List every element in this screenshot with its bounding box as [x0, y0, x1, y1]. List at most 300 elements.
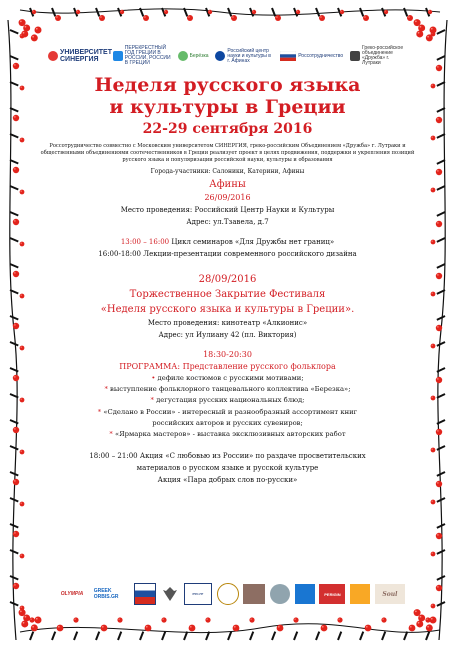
berry-ornament	[144, 16, 146, 18]
leaf-ornament	[437, 30, 445, 34]
leaf-ornament	[140, 632, 143, 640]
berry-ornament	[20, 346, 25, 351]
berry-ornament	[278, 626, 280, 628]
berry-ornament	[32, 36, 34, 38]
berry-ornament	[437, 118, 439, 120]
berry-ornament	[296, 10, 300, 14]
berry-ornament	[432, 397, 433, 398]
berry-ornament	[164, 10, 168, 14]
athens-event-1-time: 13:00 – 16:00	[120, 237, 170, 246]
berry-ornament	[437, 430, 439, 432]
berry-ornament	[23, 622, 25, 624]
leaf-ornament	[437, 238, 445, 242]
program-time: 18:30-20:30	[203, 349, 252, 359]
berry-ornament	[233, 625, 240, 632]
berry-ornament	[232, 16, 234, 18]
berry-ornament	[250, 618, 251, 619]
berry-ornament	[321, 625, 328, 632]
berry-ornament	[14, 168, 16, 170]
berry-ornament	[408, 16, 410, 18]
leaf-ornament	[52, 632, 55, 640]
berry-ornament	[363, 15, 369, 21]
berry-ornament	[14, 220, 16, 222]
berry-ornament	[21, 607, 22, 608]
bullet-icon: *	[97, 407, 104, 416]
program-item-1-text: дефиле костюмов с русскими мотивами;	[157, 373, 304, 382]
berry-ornament	[14, 272, 16, 274]
berry-ornament	[13, 375, 19, 381]
berry-ornament	[414, 19, 421, 26]
berry-ornament	[55, 15, 61, 21]
berry-ornament	[426, 624, 433, 631]
berry-ornament	[415, 20, 417, 22]
berry-ornament	[118, 618, 119, 619]
leaf-ornament	[437, 550, 445, 554]
berry-ornament	[338, 618, 339, 619]
berry-ornament	[420, 26, 422, 28]
berry-ornament	[436, 429, 442, 435]
berry-ornament	[430, 27, 437, 34]
berry-ornament	[432, 137, 433, 138]
berry-ornament	[33, 11, 34, 12]
poster-title-line2: и культуры в Греции	[109, 96, 346, 118]
leaf-ornament	[10, 212, 18, 216]
berry-ornament	[432, 501, 433, 502]
berry-ornament	[189, 625, 196, 632]
athens-heading: Афины	[209, 178, 246, 190]
program-item-4-text: «Сделано в России» - интересный и разнообразный ассортимент книг	[103, 407, 358, 416]
berry-ornament	[14, 324, 16, 326]
berry-ornament	[429, 11, 430, 12]
rcnk-logo-icon	[215, 51, 225, 61]
athens-event-2-text: Лекции-презентации современного российского дизайна	[143, 249, 357, 258]
athens-event-1-text: Цикл семинаров «Для Дружбы нет границ»	[171, 237, 335, 246]
program-item-2	[30, 384, 425, 395]
berry-ornament	[20, 398, 25, 403]
berry-ornament	[364, 16, 366, 18]
berry-ornament	[20, 294, 25, 299]
event-dates: 22-29 сентября 2016	[142, 121, 313, 137]
leaf-ornament	[10, 342, 18, 346]
berry-ornament	[431, 84, 436, 89]
round-seal-icon	[217, 583, 239, 605]
berry-ornament	[21, 87, 22, 88]
leaf-ornament	[10, 316, 18, 320]
program-item-3	[30, 395, 425, 406]
olympia-logo-icon: OLYMPIA	[60, 591, 84, 597]
leaf-ornament	[10, 576, 18, 580]
berry-ornament	[14, 116, 16, 118]
berry-ornament	[14, 532, 16, 534]
berry-ornament	[20, 242, 25, 247]
bullet-icon: •	[151, 373, 158, 382]
soul-logo-icon: Soul	[375, 584, 405, 604]
bottom-logo-row	[55, 580, 405, 608]
leaf-ornament	[10, 186, 18, 190]
leaf-ornament	[10, 264, 18, 268]
berry-ornament	[432, 189, 433, 190]
flag-badge-icon	[134, 583, 156, 605]
leaf-ornament	[272, 632, 275, 640]
leaf-ornament	[437, 186, 445, 190]
cross-year-logo	[113, 46, 171, 66]
leaf-ornament	[228, 632, 231, 640]
leaf-ornament	[404, 632, 407, 640]
berry-ornament	[76, 10, 80, 14]
berry-ornament	[275, 15, 281, 21]
berry-ornament	[74, 618, 75, 619]
berry-ornament	[99, 15, 105, 21]
druzhba-logo-text: Греко-российское объединение «Дружба» г. Лутраки	[361, 45, 404, 66]
berry-ornament	[436, 377, 442, 383]
leaf-ornament	[10, 56, 18, 60]
leaf-ornament	[437, 160, 445, 164]
leaf-ornament	[10, 446, 18, 450]
eagle-emblem-icon	[161, 584, 179, 604]
berry-ornament	[340, 10, 344, 14]
synergy-logo-icon	[48, 51, 58, 61]
leaf-ornament	[437, 446, 445, 450]
leaf-ornament	[437, 342, 445, 346]
photo-logo-icon	[243, 584, 265, 604]
berry-ornament	[20, 610, 22, 612]
rcnk-logo	[215, 49, 273, 64]
blue-square-logo-icon	[295, 584, 315, 604]
berry-ornament	[431, 552, 436, 557]
berry-ornament	[418, 614, 425, 621]
berry-ornament	[427, 36, 429, 38]
berry-ornament	[20, 190, 25, 195]
leaf-ornament	[250, 632, 253, 640]
berry-ornament	[231, 15, 237, 21]
leaf-ornament	[437, 524, 445, 528]
berry-ornament	[36, 618, 38, 620]
berry-ornament	[437, 326, 439, 328]
berry-ornament	[410, 626, 412, 628]
berry-ornament	[57, 625, 64, 632]
berry-ornament	[13, 479, 19, 485]
ru-gr-association-logo-icon: РУС-ГР	[184, 583, 212, 605]
berry-ornament	[30, 618, 31, 619]
berry-ornament	[21, 243, 22, 244]
berry-ornament	[31, 34, 38, 41]
berry-ornament	[409, 625, 416, 632]
athens-date: 26/09/2016	[204, 192, 251, 202]
berry-ornament	[35, 617, 42, 624]
closing-title-line1: Торжественное Закрытие Фестиваля	[129, 288, 326, 300]
berry-ornament	[431, 344, 436, 349]
berry-ornament	[382, 618, 383, 619]
intro-paragraph: Россотрудничество совместно с Московским университетом СИНЕРГИЯ, греко-российским Объединением «Дружба» г. Лутраки и общественными объединениями соотечественников в Греции реализует проект в целях продвижения, поддержки и укрепления позиций русского языка и популяризации российской науки, культуры и образования	[40, 143, 415, 164]
berry-ornament	[20, 20, 22, 22]
rossotrudnichestvo-logo	[280, 51, 343, 61]
berry-ornament	[21, 503, 22, 504]
program-item-5	[30, 429, 425, 440]
berry-ornament	[249, 617, 254, 622]
berry-ornament	[366, 626, 368, 628]
berry-ornament	[418, 622, 420, 624]
closing-address: Адрес: ул Иулиану 42 (пл. Виктория)	[158, 330, 297, 339]
berry-ornament	[252, 10, 256, 14]
leaf-ornament	[10, 550, 18, 554]
berry-ornament	[431, 292, 436, 297]
berry-ornament	[162, 618, 163, 619]
berezka-logo-text: Берёзка	[189, 52, 209, 59]
rossotrudnichestvo-logo-text: Россотрудничество	[298, 52, 344, 59]
berry-ornament	[35, 27, 42, 34]
berry-ornament	[32, 10, 36, 14]
berry-ornament	[365, 625, 372, 632]
closing-title-line2: «Неделя русского языка и культуры в Греции».	[100, 303, 355, 315]
berry-ornament	[20, 502, 25, 507]
berry-ornament	[337, 617, 342, 622]
leaf-ornament	[437, 316, 445, 320]
berry-ornament	[416, 30, 423, 37]
berry-ornament	[13, 115, 19, 121]
berry-ornament	[19, 609, 26, 616]
berry-ornament	[23, 24, 30, 31]
berry-ornament	[320, 16, 322, 18]
yellow-logo-icon	[350, 584, 370, 604]
closing-date: 28/09/2016	[198, 273, 257, 285]
berry-ornament	[20, 138, 25, 143]
berry-ornament	[436, 325, 442, 331]
leaf-ornament	[338, 632, 341, 640]
berry-ornament	[187, 15, 193, 21]
berry-ornament	[23, 32, 25, 34]
berry-ornament	[436, 169, 442, 175]
berry-ornament	[100, 16, 102, 18]
berry-ornament	[437, 586, 439, 588]
leaf-ornament	[437, 212, 445, 216]
berry-ornament	[13, 271, 19, 277]
berry-ornament	[407, 15, 413, 21]
cross-year-logo-icon	[113, 51, 123, 61]
berry-ornament	[432, 85, 433, 86]
leaf-ornament	[382, 632, 385, 640]
program-title: ПРОГРАММА: Представление русского фольклора	[119, 361, 336, 371]
berry-ornament	[56, 16, 58, 18]
leaf-ornament	[316, 8, 319, 16]
berry-ornament	[21, 451, 22, 452]
program-item-3-text: дегустация русских национальных блюд;	[156, 396, 305, 405]
druzhba-logo-icon	[350, 51, 360, 61]
leaf-ornament	[10, 472, 18, 476]
berry-ornament	[432, 345, 433, 346]
berry-ornament	[436, 273, 442, 279]
berry-ornament	[73, 617, 78, 622]
berry-ornament	[13, 427, 19, 433]
berry-ornament	[21, 555, 22, 556]
berry-ornament	[436, 65, 442, 71]
leaf-ornament	[437, 264, 445, 268]
leaf-ornament	[360, 8, 363, 16]
berry-ornament	[431, 240, 436, 245]
leaf-ornament	[8, 20, 17, 640]
action-line3: Акция «Пара добрых слов по-русски»	[157, 476, 298, 485]
athens-event-2	[30, 248, 425, 260]
berry-ornament	[431, 396, 436, 401]
berry-ornament	[426, 34, 433, 41]
leaf-ornament	[162, 632, 165, 640]
berry-ornament	[431, 618, 433, 620]
leaf-ornament	[228, 8, 231, 16]
berry-ornament	[431, 136, 436, 141]
berry-ornament	[13, 219, 19, 225]
berry-ornament	[31, 624, 38, 631]
berry-ornament	[19, 19, 26, 26]
bullet-icon: *	[109, 430, 115, 439]
berry-ornament	[437, 170, 439, 172]
rossotrudnichestvo-flag-icon	[280, 51, 296, 61]
circle-badge-icon	[270, 584, 290, 604]
athens-address: Адрес: ул.Тзавела, д.7	[186, 217, 269, 226]
leaf-ornament	[118, 632, 121, 640]
berry-ornament	[14, 480, 16, 482]
berry-ornament	[293, 617, 298, 622]
berry-ornament	[13, 531, 19, 537]
berry-ornament	[437, 534, 439, 536]
berry-ornament	[58, 626, 60, 628]
berry-ornament	[13, 167, 19, 173]
berry-ornament	[13, 583, 19, 589]
leaf-ornament	[30, 632, 33, 640]
berry-ornament	[426, 618, 427, 619]
berry-ornament	[190, 626, 192, 628]
leaf-ornament	[437, 56, 445, 60]
berry-ornament	[25, 26, 27, 28]
berry-ornament	[436, 117, 442, 123]
leaf-ornament	[316, 632, 319, 640]
participating-cities: Города-участники: Салоники, Катерини, Афины	[150, 167, 305, 175]
berry-ornament	[431, 448, 436, 453]
program-item-4-cont: российских авторов и русских сувениров;	[152, 418, 303, 427]
berry-ornament	[21, 347, 22, 348]
top-logo-row	[48, 44, 408, 68]
poster-title-line1: Неделя русского языка	[94, 74, 361, 96]
bullet-icon: *	[104, 384, 111, 393]
athens-venue: Место проведения: Российский Центр Науки и Культуры	[120, 205, 335, 214]
berry-ornament	[432, 449, 433, 450]
leaf-ornament	[10, 238, 18, 242]
berry-ornament	[385, 11, 386, 12]
program-item-5-text: «Ярмарка мастеров» - выставка эксклюзивных авторских работ	[114, 430, 346, 439]
poster-content	[30, 74, 425, 486]
berry-ornament	[437, 66, 439, 68]
leaf-ornament	[10, 30, 18, 34]
berry-ornament	[143, 15, 149, 21]
berry-ornament	[294, 618, 295, 619]
berry-ornament	[146, 626, 148, 628]
berry-ornament	[436, 533, 442, 539]
berry-ornament	[416, 620, 423, 627]
berry-ornament	[432, 553, 433, 554]
berry-ornament	[384, 10, 388, 14]
berezka-logo-icon	[178, 51, 188, 61]
leaf-ornament	[10, 524, 18, 528]
berry-ornament	[427, 626, 429, 628]
berry-ornament	[277, 625, 284, 632]
leaf-ornament	[437, 576, 445, 580]
berry-ornament	[437, 378, 439, 380]
berry-ornament	[32, 626, 34, 628]
perigin-logo-icon: PERIGIN	[319, 584, 345, 604]
berry-ornament	[102, 626, 104, 628]
berry-ornament	[436, 481, 442, 487]
leaf-ornament	[52, 8, 55, 16]
berry-ornament	[436, 585, 442, 591]
synergy-logo-text: УНИВЕРСИТЕТ СИНЕРГИЯ	[60, 49, 112, 63]
berry-ornament	[161, 617, 166, 622]
program-item-2-text: выступление фольклорного танцевального коллектива «Березка»;	[110, 384, 351, 393]
berry-ornament	[21, 620, 28, 627]
berry-ornament	[36, 28, 38, 30]
leaf-ornament	[96, 632, 99, 640]
berry-ornament	[165, 11, 166, 12]
berry-ornament	[437, 222, 439, 224]
berry-ornament	[234, 626, 236, 628]
leaf-ornament	[20, 624, 440, 633]
berry-ornament	[20, 86, 25, 91]
leaf-ornament	[184, 632, 187, 640]
action-line1: 18:00 – 21:00 Акция «С любовью из России» по раздаче просветительских	[89, 452, 366, 461]
berry-ornament	[341, 11, 342, 12]
cross-year-logo-text: ПЕРЕКРЕСТНЫЙ ГОД ГРЕЦИИ В РОССИИ, РОССИИ В ГРЕЦИИ	[124, 45, 171, 66]
berry-ornament	[431, 604, 436, 609]
berry-ornament	[14, 376, 16, 378]
berry-ornament	[428, 10, 432, 14]
berry-ornament	[206, 618, 207, 619]
leaf-ornament	[74, 632, 77, 640]
program-item-1	[30, 373, 425, 384]
berry-ornament	[381, 617, 386, 622]
berry-ornament	[437, 482, 439, 484]
berry-ornament	[101, 625, 108, 632]
berry-ornament	[430, 617, 437, 624]
berry-ornament	[432, 241, 433, 242]
berry-ornament	[20, 450, 25, 455]
berry-ornament	[14, 428, 16, 430]
berry-ornament	[25, 616, 27, 618]
berry-ornament	[276, 16, 278, 18]
berry-ornament	[297, 11, 298, 12]
berry-ornament	[418, 24, 425, 31]
synergy-logo	[48, 49, 112, 63]
leaf-ornament	[360, 632, 363, 640]
greek-orbis-logo-icon: GREEK ORBIS.GR	[93, 588, 119, 600]
leaf-ornament	[404, 8, 407, 16]
berry-ornament	[14, 584, 16, 586]
berry-ornament	[322, 626, 324, 628]
closing-venue: Место проведения: кинотеатр «Алкионис»	[147, 318, 308, 327]
berry-ornament	[436, 221, 442, 227]
leaf-ornament	[10, 160, 18, 164]
berry-ornament	[77, 11, 78, 12]
berry-ornament	[415, 610, 417, 612]
berry-ornament	[29, 617, 34, 622]
berry-ornament	[431, 188, 436, 193]
athens-event-2-time: 16:00-18:00	[98, 249, 141, 258]
berry-ornament	[23, 614, 30, 621]
berry-ornament	[319, 15, 325, 21]
berezka-logo	[178, 51, 209, 61]
berry-ornament	[121, 11, 122, 12]
berry-ornament	[14, 64, 16, 66]
berry-ornament	[120, 10, 124, 14]
berry-ornament	[208, 10, 212, 14]
berry-ornament	[188, 16, 190, 18]
action-line2: материалов о русском языке и русской культуре	[136, 464, 319, 473]
